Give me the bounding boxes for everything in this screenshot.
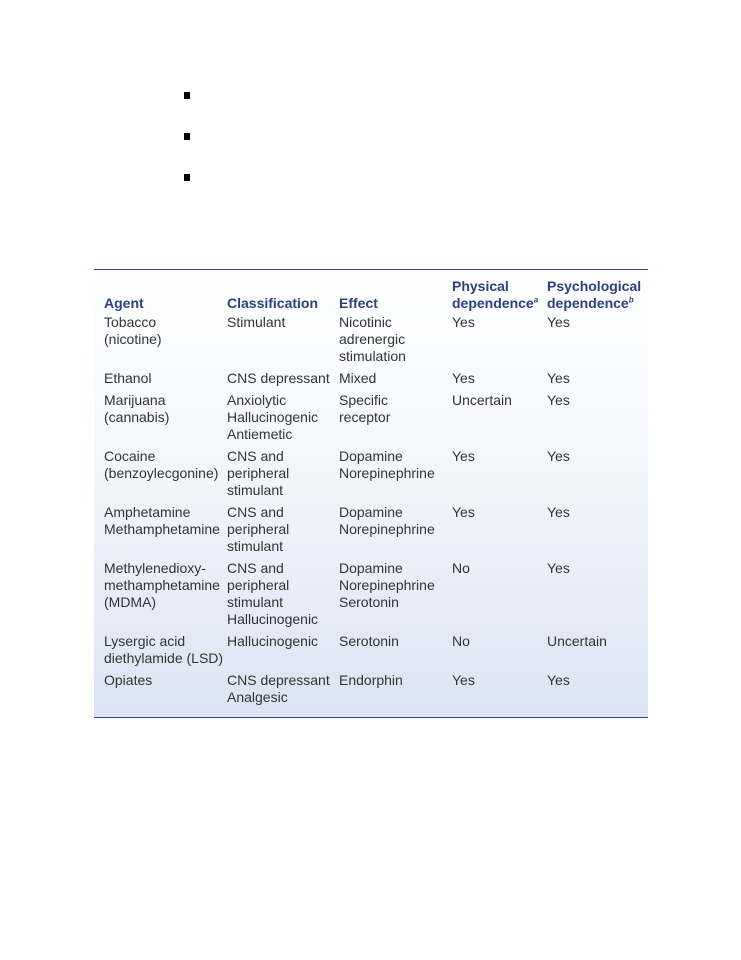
cell-agent	[94, 370, 227, 392]
table-row	[94, 448, 648, 504]
cell-classification-line: CNS depressant	[227, 370, 330, 386]
cell-effect-line: stimulation	[339, 348, 406, 364]
cell-effect	[339, 633, 452, 672]
cell-agent	[94, 314, 227, 370]
cell-effect	[339, 370, 452, 392]
cell-effect-line: Endorphin	[339, 672, 403, 688]
bullet-marker	[184, 133, 190, 140]
cell-agent-line: (cannabis)	[104, 409, 170, 425]
table-row	[94, 504, 648, 560]
bullet-marker	[184, 174, 190, 181]
cell-classification	[227, 370, 339, 392]
cell-classification-line: Stimulant	[227, 314, 286, 330]
table-row	[94, 370, 648, 392]
cell-agent-line: (nicotine)	[104, 331, 162, 347]
cell-effect	[339, 560, 452, 633]
cell-agent	[94, 633, 227, 672]
drug-dependence-table-panel	[94, 269, 648, 718]
cell-classification	[227, 448, 339, 504]
header-physical-dependence: Physical dependence$^a$	[452, 278, 539, 311]
cell-classification	[227, 314, 339, 370]
cell-effect-line: Dopamine	[339, 448, 403, 464]
cell-agent-line: Methylenedioxy-	[104, 560, 206, 576]
cell-agent-line: (benzoylecgonine)	[104, 465, 219, 481]
cell-classification	[227, 392, 339, 448]
footnote-marker: a	[533, 295, 539, 305]
cell-effect-line: Dopamine	[339, 504, 403, 520]
cell-agent-line: methamphetamine	[104, 577, 220, 593]
cell-effect-line: receptor	[339, 409, 391, 425]
cell-agent-line: diethylamide (LSD)	[104, 650, 224, 666]
cell-physical-dependence: Yes	[452, 314, 475, 330]
cell-classification-line: peripheral	[227, 465, 290, 481]
cell-classification-line: Hallucinogenic	[227, 633, 319, 649]
cell-agent-line: (MDMA)	[104, 594, 157, 610]
cell-effect	[339, 672, 452, 711]
cell-classification	[227, 633, 339, 672]
cell-effect-line: Norepinephrine	[339, 521, 435, 537]
cell-effect-line: Mixed	[339, 370, 377, 386]
cell-physical-dependence: Yes	[452, 370, 475, 386]
cell-classification-line: CNS depressant	[227, 672, 330, 688]
header-classification: Classification	[227, 295, 319, 311]
cell-effect-line: Norepinephrine	[339, 465, 435, 481]
table-row	[94, 560, 648, 633]
cell-agent	[94, 504, 227, 560]
cell-psychological-dependence: Yes	[547, 370, 570, 386]
cell-psychological-dependence: Uncertain	[547, 633, 607, 649]
cell-agent	[94, 560, 227, 633]
cell-physical-dependence: Yes	[452, 504, 475, 520]
cell-agent-line: Amphetamine	[104, 504, 191, 520]
cell-psychological-dependence: Yes	[547, 314, 570, 330]
cell-classification-line: stimulant	[227, 482, 284, 498]
cell-effect-line: Serotonin	[339, 633, 399, 649]
header-psychological-dependence: Psychological dependence$^b$	[547, 278, 642, 311]
cell-agent-line: Lysergic acid	[104, 633, 186, 649]
cell-effect-line: Nicotinic	[339, 314, 392, 330]
cell-agent	[94, 672, 227, 711]
cell-agent	[94, 448, 227, 504]
table-row	[94, 314, 648, 370]
cell-classification-line: stimulant	[227, 538, 284, 554]
cell-classification-line: CNS and	[227, 448, 284, 464]
footnote-marker: b	[628, 295, 634, 305]
header-agent: Agent	[104, 295, 144, 311]
header-effect: Effect	[339, 295, 378, 311]
cell-classification-line: Anxiolytic	[227, 392, 287, 408]
cell-psychological-dependence: Yes	[547, 560, 570, 576]
cell-agent-line: Tobacco	[104, 314, 157, 330]
cell-agent-line: Methamphetamine	[104, 521, 220, 537]
cell-physical-dependence: No	[452, 633, 470, 649]
cell-effect-line: adrenergic	[339, 331, 406, 347]
table-header-row	[94, 270, 648, 314]
cell-effect	[339, 504, 452, 560]
cell-classification-line: peripheral	[227, 521, 290, 537]
cell-physical-dependence: Uncertain	[452, 392, 512, 408]
cell-effect	[339, 392, 452, 448]
cell-psychological-dependence: Yes	[547, 504, 570, 520]
cell-physical-dependence: Yes	[452, 672, 475, 688]
cell-classification	[227, 504, 339, 560]
cell-agent-line: Opiates	[104, 672, 153, 688]
table-row	[94, 672, 648, 711]
cell-classification-line: CNS and	[227, 504, 284, 520]
cell-effect-line: Serotonin	[339, 594, 399, 610]
cell-classification-line: Hallucinogenic	[227, 611, 319, 627]
cell-classification-line: peripheral	[227, 577, 290, 593]
drug-dependence-table	[94, 270, 648, 711]
cell-effect	[339, 448, 452, 504]
cell-psychological-dependence: Yes	[547, 448, 570, 464]
cell-psychological-dependence: Yes	[547, 672, 570, 688]
cell-effect	[339, 314, 452, 370]
cell-effect-line: Dopamine	[339, 560, 403, 576]
bullet-list	[184, 92, 190, 215]
cell-effect-line: Specific	[339, 392, 389, 408]
table-row	[94, 392, 648, 448]
cell-classification-line: Analgesic	[227, 689, 288, 705]
cell-classification	[227, 672, 339, 711]
table-body	[94, 314, 648, 711]
bullet-marker	[184, 92, 190, 99]
cell-effect-line: Norepinephrine	[339, 577, 435, 593]
cell-classification-line: stimulant	[227, 594, 284, 610]
cell-classification-line: Antiemetic	[227, 426, 293, 442]
cell-agent-line: Marijuana	[104, 392, 166, 408]
cell-physical-dependence: No	[452, 560, 470, 576]
cell-classification	[227, 560, 339, 633]
cell-agent-line: Cocaine	[104, 448, 156, 464]
cell-classification-line: Hallucinogenic	[227, 409, 319, 425]
cell-classification-line: CNS and	[227, 560, 284, 576]
cell-physical-dependence: Yes	[452, 448, 475, 464]
cell-psychological-dependence: Yes	[547, 392, 570, 408]
cell-agent	[94, 392, 227, 448]
cell-agent-line: Ethanol	[104, 370, 152, 386]
table-row	[94, 633, 648, 672]
